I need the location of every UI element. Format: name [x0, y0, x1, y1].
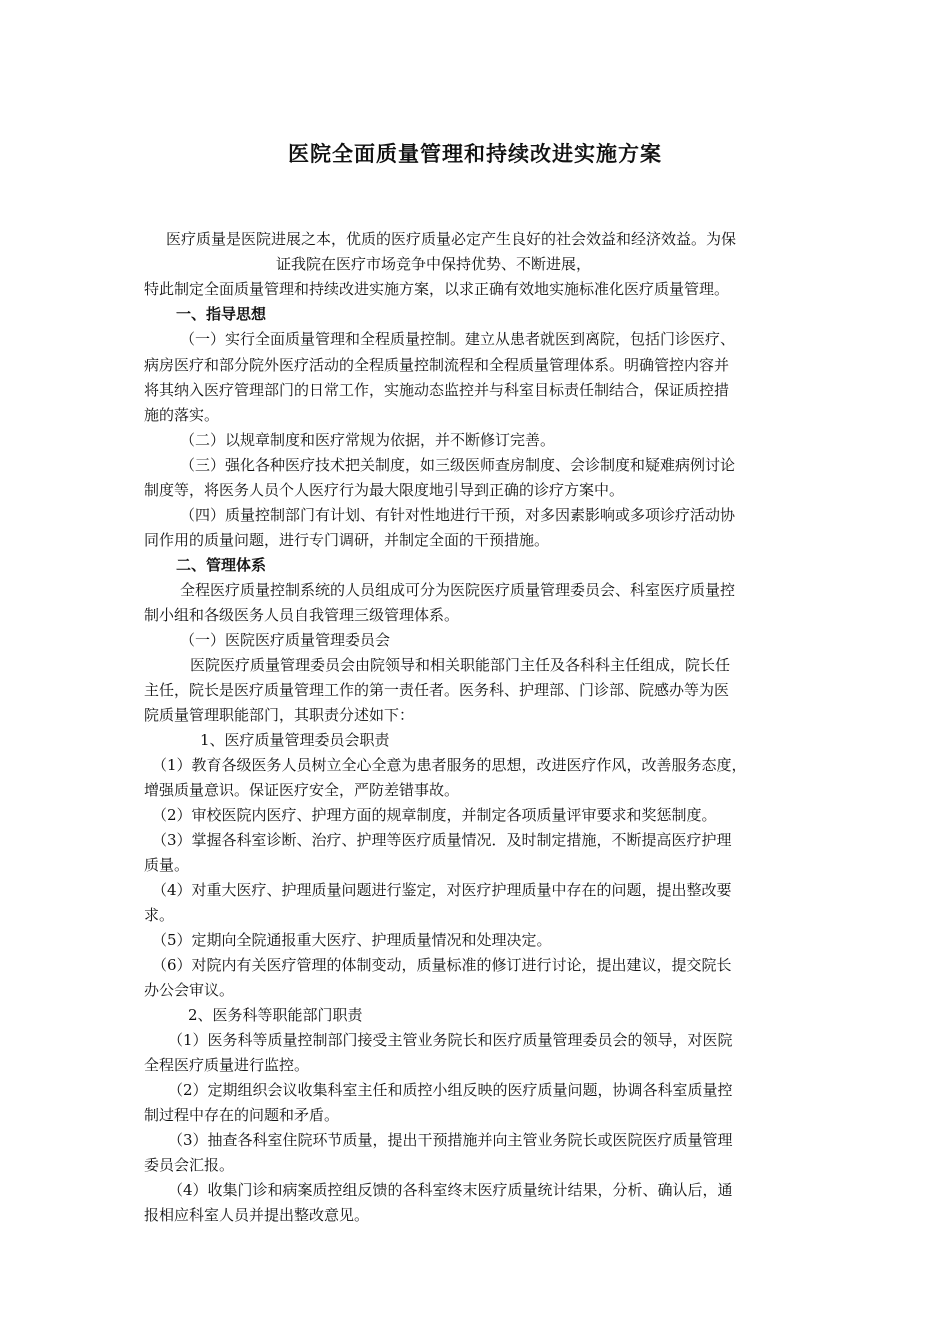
paragraph-line: 医疗质量是医院进展之本，优质的医疗质量必定产生良好的社会效益和经济效益。为保 [166, 230, 737, 248]
paragraph-line: 办公会审议。 [144, 981, 235, 999]
paragraph-line: 委员会汇报。 [144, 1156, 235, 1174]
list-item: （5）定期向全院通报重大医疗、护理质量情况和处理决定。 [152, 931, 552, 949]
paragraph-line: 求。 [144, 906, 175, 924]
paragraph-line: 将其纳入医疗管理部门的日常工作，实施动态监控并与科室目标责任制结合，保证质控措 [144, 381, 730, 399]
paragraph-line: （三）强化各种医疗技术把关制度，如三级医师查房制度、会诊制度和疑难病例讨论 [180, 456, 736, 474]
list-item: （3）掌握各科室诊断、治疗、护理等医疗质量情况．及时制定措施，不断提高医疗护理 [152, 831, 732, 849]
paragraph-line: 制度等，将医务人员个人医疗行为最大限度地引导到正确的诊疗方案中。 [144, 481, 625, 499]
list-item: （1）医务科等质量控制部门接受主管业务院长和医疗质量管理委员会的领导，对医院 [168, 1031, 733, 1049]
paragraph-line: 病房医疗和部分院外医疗活动的全程质量控制流程和全程质量管理体系。明确管控内容并 [144, 356, 730, 374]
list-item: （1）教育各级医务人员树立全心全意为患者服务的思想，改进医疗作风，改善服务态度， [152, 756, 747, 774]
paragraph-line: 全程医疗质量进行监控。 [144, 1056, 310, 1074]
paragraph-line: 医院医疗质量管理委员会由院领导和相关职能部门主任及各科科主任组成，院长任 [190, 656, 731, 674]
list-item: （4）收集门诊和病案质控组反馈的各科室终末医疗质量统计结果，分析、确认后，通 [168, 1181, 733, 1199]
paragraph-line: （一）实行全面质量管理和全程质量控制。建立从患者就医到离院，包括门诊医疗、 [180, 330, 736, 348]
paragraph-line: 增强质量意识。保证医疗安全，严防差错事故。 [144, 781, 460, 799]
paragraph-line: 院质量管理职能部门，其职责分述如下： [144, 706, 415, 724]
paragraph-line: 质量。 [144, 856, 190, 874]
paragraph-line: 施的落实。 [144, 406, 220, 424]
paragraph-line: 全程医疗质量控制系统的人员组成可分为医院医疗质量管理委员会、科室医疗质量控 [180, 581, 736, 599]
subsection-heading: （一）医院医疗质量管理委员会 [180, 631, 391, 649]
paragraph-line: （四）质量控制部门有计划、有针对性地进行干预，对多因素影响或多项诊疗活动协 [180, 506, 736, 524]
paragraph-line: 报相应科室人员并提出整改意见。 [144, 1206, 370, 1224]
section-heading: 一、指导思想 [176, 305, 267, 323]
paragraph-line: 主任，院长是医疗质量管理工作的第一责任者。医务科、护理部、门诊部、院感办等为医 [144, 681, 730, 699]
subsection-heading: 2、医务科等职能部门职责 [188, 1006, 363, 1024]
paragraph-line: 证我院在医疗市场竞争中保持优势、不断进展， [276, 255, 592, 273]
subsection-heading: 1、医疗质量管理委员会职责 [200, 731, 390, 749]
list-item: （2）审校医院内医疗、护理方面的规章制度，并制定各项质量评审要求和奖惩制度。 [152, 806, 717, 824]
paragraph-line: 同作用的质量问题，进行专门调研，并制定全面的干预措施。 [144, 531, 550, 549]
paragraph-line: 特此制定全面质量管理和持续改进实施方案，以求正确有效地实施标准化医疗质量管理。 [144, 280, 730, 298]
list-item: （4）对重大医疗、护理质量问题进行鉴定，对医疗护理质量中存在的问题，提出整改要 [152, 881, 732, 899]
paragraph-line: 制小组和各级医务人员自我管理三级管理体系。 [144, 606, 460, 624]
list-item: （2）定期组织会议收集科室主任和质控小组反映的医疗质量问题，协调各科室质量控 [168, 1081, 733, 1099]
paragraph-line: （二）以规章制度和医疗常规为依据，并不断修订完善。 [180, 431, 556, 449]
paragraph-line: 制过程中存在的问题和矛盾。 [144, 1106, 340, 1124]
section-heading: 二、管理体系 [176, 556, 267, 574]
document-title: 医院全面质量管理和持续改进实施方案 [288, 142, 662, 166]
list-item: （3）抽查各科室住院环节质量，提出干预措施并向主管业务院长或医院医疗质量管理 [168, 1131, 733, 1149]
list-item: （6）对院内有关医疗管理的体制变动，质量标准的修订进行讨论，提出建议，提交院长 [152, 956, 732, 974]
